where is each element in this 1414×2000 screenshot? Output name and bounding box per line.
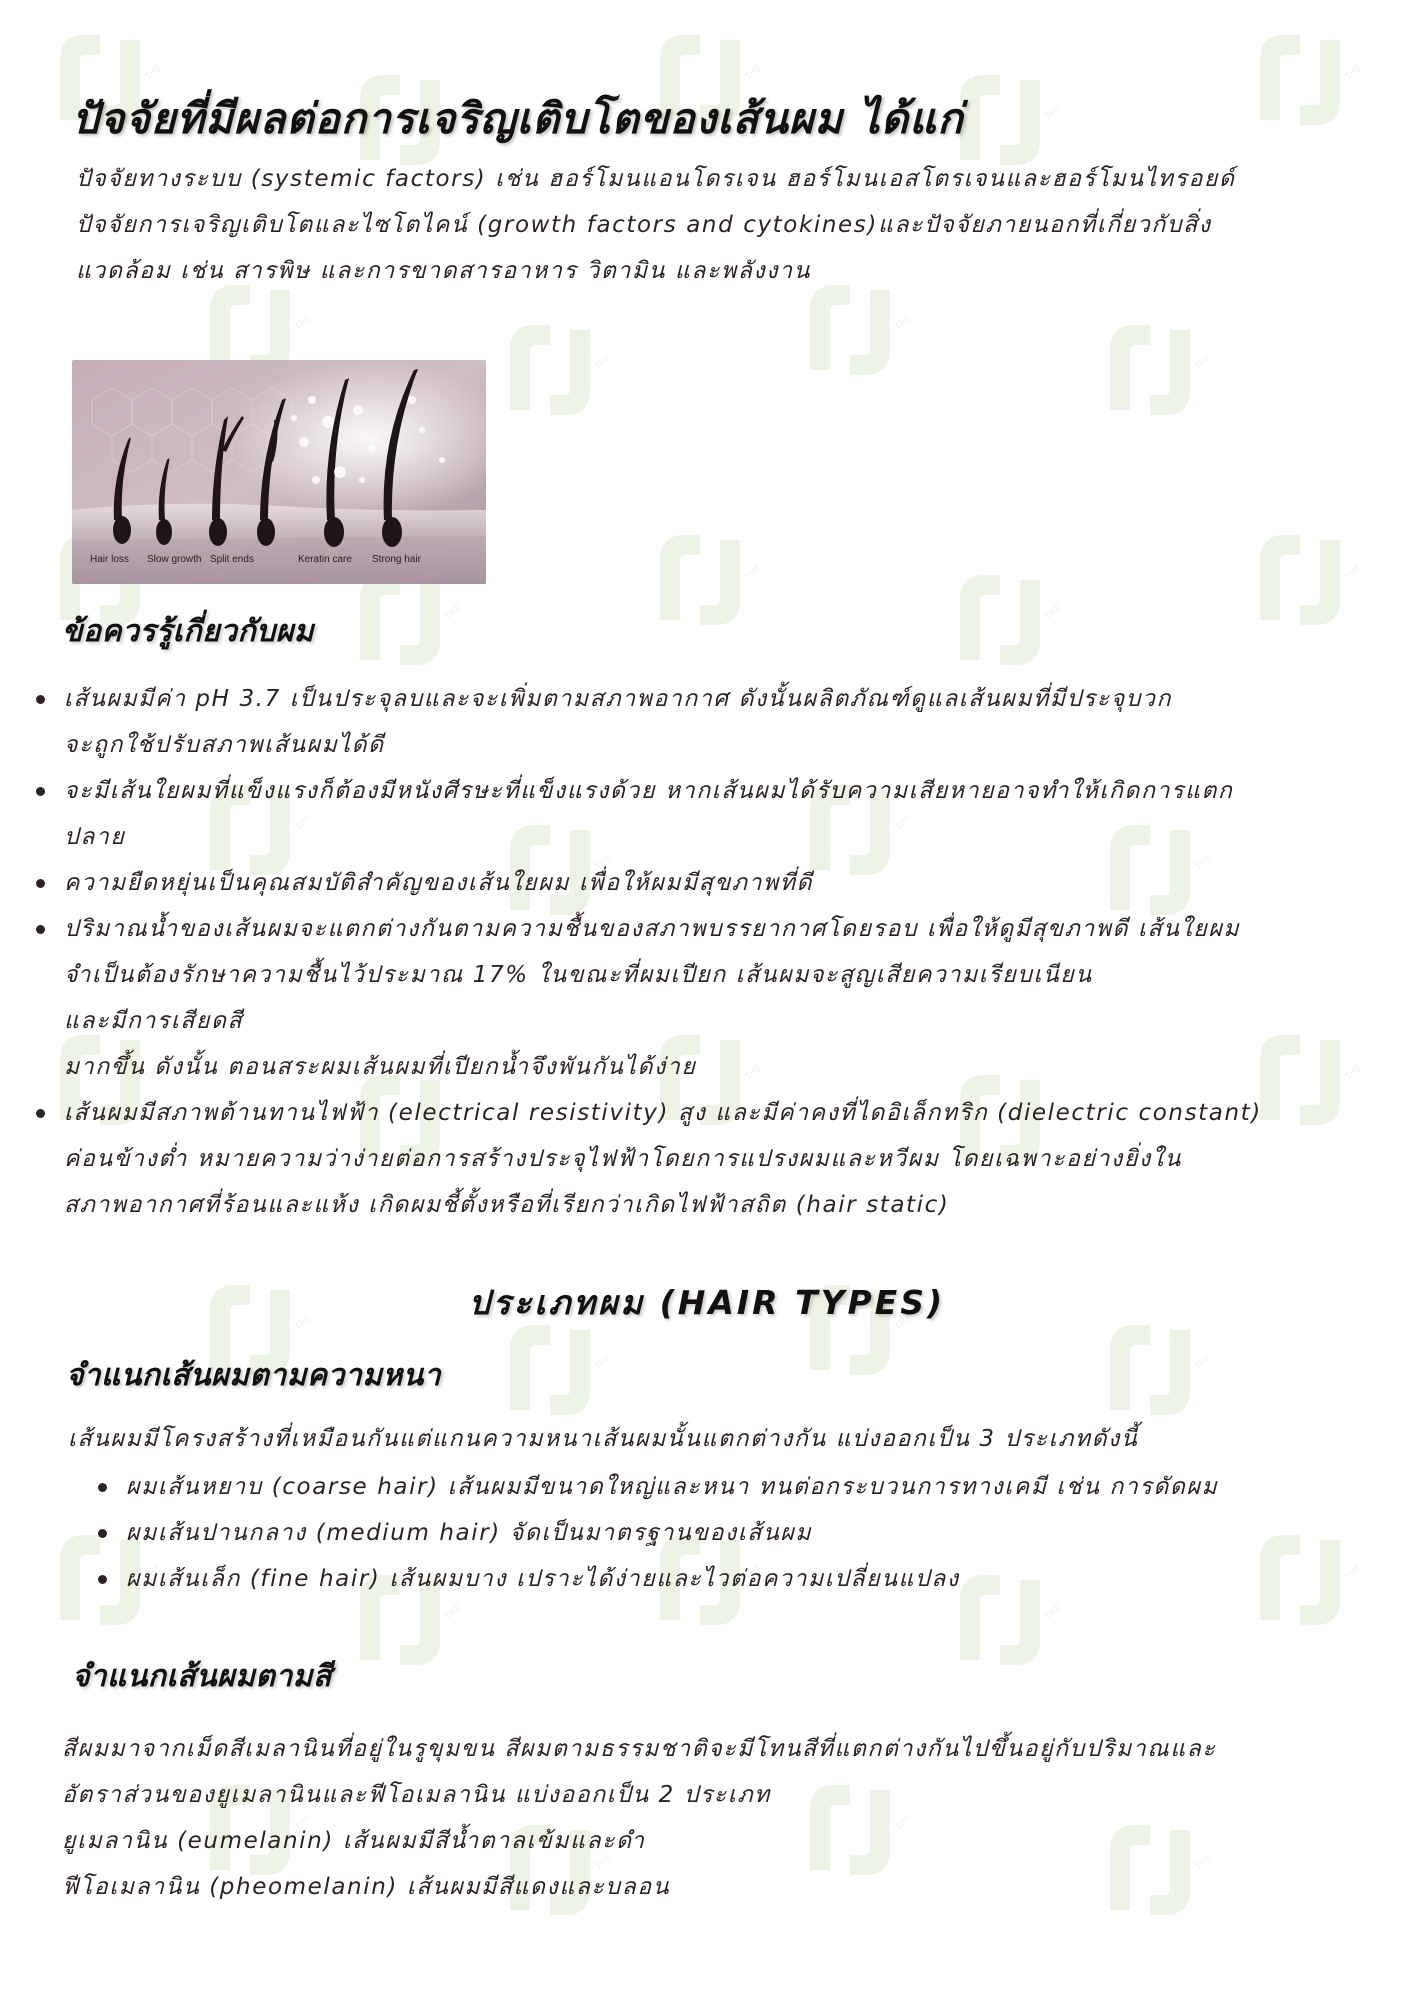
fact-line: เส้นผมมีค่า pH 3.7 เป็นประจุลบและจะเพิ่มตามสภาพอากาศ ดังนั้นผลิตภัณฑ์ดูแลเส้นผมที่มีประจุบวก — [64, 686, 1173, 712]
watermark-text: THE — [893, 813, 910, 833]
watermark-text: THE — [1193, 853, 1210, 873]
watermark-text: THE — [593, 353, 610, 373]
watermark-text: THE — [1043, 1603, 1060, 1623]
watermark-text: THE — [143, 1563, 160, 1583]
watermark-text: THE — [293, 1813, 310, 1833]
color-heading: จำแนกเส้นผมตามสี — [72, 1659, 332, 1694]
watermark-text: THE — [293, 1313, 310, 1333]
intro-line: แวดล้อม เช่น สารพิษ และการขาดสารอาหาร วิตามิน และพลังงาน — [76, 258, 811, 284]
color-line: อัตราส่วนของยูเมลานินและฟีโอเมลานิน แบ่งออกเป็น 2 ประเภท — [62, 1782, 771, 1808]
watermark-text: THE — [1193, 353, 1210, 373]
watermark-text: THE — [743, 1563, 760, 1583]
watermark-text: THE — [893, 1313, 910, 1333]
list-item — [32, 860, 1392, 906]
fact-line: ความยืดหยุ่นเป็นคุณสมบัติสำคัญของเส้นใยผม เพื่อให้ผมมีสุขภาพที่ดี — [64, 870, 814, 896]
watermark-text: THE — [1193, 1853, 1210, 1873]
thickness-intro: เส้นผมมีโครงสร้างที่เหมือนกันแต่แกนความหนาเส้นผมนั้นแตกต่างกัน แบ่งออกเป็น 3 ประเภทดังนี้ — [68, 1426, 1139, 1452]
watermark-text: THE — [743, 63, 760, 83]
watermark-text: THE — [1343, 1563, 1360, 1583]
thickness-heading: จำแนกเส้นผมตามความหนา — [66, 1358, 442, 1393]
facts-heading: ข้อควรรู้เกี่ยวกับผม — [62, 614, 315, 649]
fact-line: และมีการเสียดสี — [64, 1008, 244, 1034]
color-line: ยูเมลานิน (eumelanin) เส้นผมมีสีน้ำตาลเข้มและดำ — [62, 1828, 646, 1854]
intro-paragraph — [76, 156, 1376, 294]
watermark-text: THE — [443, 1603, 460, 1623]
color-paragraph — [62, 1726, 1382, 1910]
watermark-text: THE — [143, 1063, 160, 1083]
watermark-text: THE — [443, 603, 460, 623]
label-keratin-care: Keratin care — [298, 554, 352, 565]
color-line: สีผมมาจากเม็ดสีเมลานินที่อยู่ในรูขุมขน สีผมตามธรรมชาติจะมีโทนสีที่แตกต่างกันไปขึ้นอยู่กับปริมาณและ — [62, 1736, 1217, 1762]
fact-line: จำเป็นต้องรักษาความชื้นไว้ประมาณ 17% ในขณะที่ผมเปียก เส้นผมจะสูญเสียความเรียบเนียน — [64, 962, 1093, 988]
list-item: ผมเส้นเล็ก (fine hair) เส้นผมบาง เปราะได้ง่ายและไวต่อความเปลี่ยนแปลง — [96, 1556, 1376, 1602]
fact-line: มากขึ้น ดังนั้น ตอนสระผมเส้นผมที่เปียกน้ำจึงพันกันได้ง่าย — [64, 1054, 697, 1080]
watermark-text: THE — [593, 1853, 610, 1873]
watermark-text: THE — [443, 103, 460, 123]
color-line: ฟีโอเมลานิน (pheomelanin) เส้นผมมีสีแดงและบลอน — [62, 1874, 671, 1900]
label-split-ends: Split ends — [210, 554, 254, 565]
list-item — [32, 768, 1392, 860]
list-item — [32, 906, 1392, 1090]
watermark-text: THE — [443, 1103, 460, 1123]
label-slow-growth: Slow growth — [147, 554, 202, 565]
list-item: ผมเส้นหยาบ (coarse hair) เส้นผมมีขนาดใหญ่และหนา ทนต่อกระบวนการทางเคมี เช่น การดัดผม — [96, 1464, 1376, 1510]
watermark-text: THE — [293, 313, 310, 333]
list-item: ผมเส้นปานกลาง (medium hair) จัดเป็นมาตรฐานของเส้นผม — [96, 1510, 1376, 1556]
watermark-text: THE — [1043, 103, 1060, 123]
fact-line: ปริมาณน้ำของเส้นผมจะแตกต่างกันตามความชื้นของสภาพบรรยากาศโดยรอบ เพื่อให้ดูมีสุขภาพดี เส้นใยผม — [64, 916, 1241, 942]
label-strong-hair: Strong hair — [372, 554, 421, 565]
watermark-text: THE — [1343, 63, 1360, 83]
fact-line: ค่อนข้างต่ำ หมายความว่าง่ายต่อการสร้างประจุไฟฟ้าโดยการแปรงผมและหวีผม โดยเฉพาะอย่างยิ่งใน — [64, 1146, 1182, 1172]
watermark-text: THE — [1193, 1353, 1210, 1373]
fact-line: ปลาย — [64, 824, 126, 850]
fact-line: สภาพอากาศที่ร้อนและแห้ง เกิดผมชี้ตั้งหรือที่เรียกว่าเกิดไฟฟ้าสถิต (hair static) — [64, 1192, 950, 1218]
watermark-text: THE — [893, 1813, 910, 1833]
watermark-text: THE — [893, 313, 910, 333]
facts-list — [32, 676, 1392, 1228]
watermark-text: THE — [143, 63, 160, 83]
hair-growth-illustration — [72, 360, 486, 584]
fact-line: เส้นผมมีสภาพต้านทานไฟฟ้า (electrical resistivity) สูง และมีค่าคงที่ไดอิเล็กทริก (dielectric constant) — [64, 1100, 1262, 1126]
page-title: ปัจจัยที่มีผลต่อการเจริญเติบโตของเส้นผม ได้แก่ — [72, 94, 964, 143]
watermark-text: THE — [1043, 1103, 1060, 1123]
watermark-text: THE — [293, 813, 310, 833]
hair-types-heading: ประเภทผม (HAIR TYPES) — [468, 1283, 946, 1322]
list-item — [32, 1090, 1392, 1228]
fact-line: จะมีเส้นใยผมที่แข็งแรงก็ต้องมีหนังศีรษะที่แข็งแรงด้วย หากเส้นผมได้รับความเสียหายอาจทำให้เกิดการแตก — [64, 778, 1234, 804]
watermark-text: THE — [743, 1063, 760, 1083]
watermark-text: THE — [1043, 603, 1060, 623]
fact-line: จะถูกใช้ปรับสภาพเส้นผมได้ดี — [64, 732, 385, 758]
watermark-text: THE — [1343, 563, 1360, 583]
watermark-text: THE — [1343, 1063, 1360, 1083]
intro-line: ปัจจัยการเจริญเติบโตและไซโตไคน์ (growth factors and cytokines)และปัจจัยภายนอกที่เกี่ยวกับสิ่ง — [76, 212, 1212, 238]
watermark-text: THE — [593, 853, 610, 873]
watermark-text: THE — [593, 1353, 610, 1373]
label-hair-loss: Hair loss — [90, 554, 129, 565]
thickness-list — [96, 1464, 1376, 1602]
watermark-text: THE — [743, 563, 760, 583]
list-item — [32, 676, 1392, 768]
intro-line: ปัจจัยทางระบบ (systemic factors) เช่น ฮอร์โมนแอนโดรเจน ฮอร์โมนเอสโตรเจนและฮอร์โมนไทรอยด์ — [76, 166, 1236, 192]
